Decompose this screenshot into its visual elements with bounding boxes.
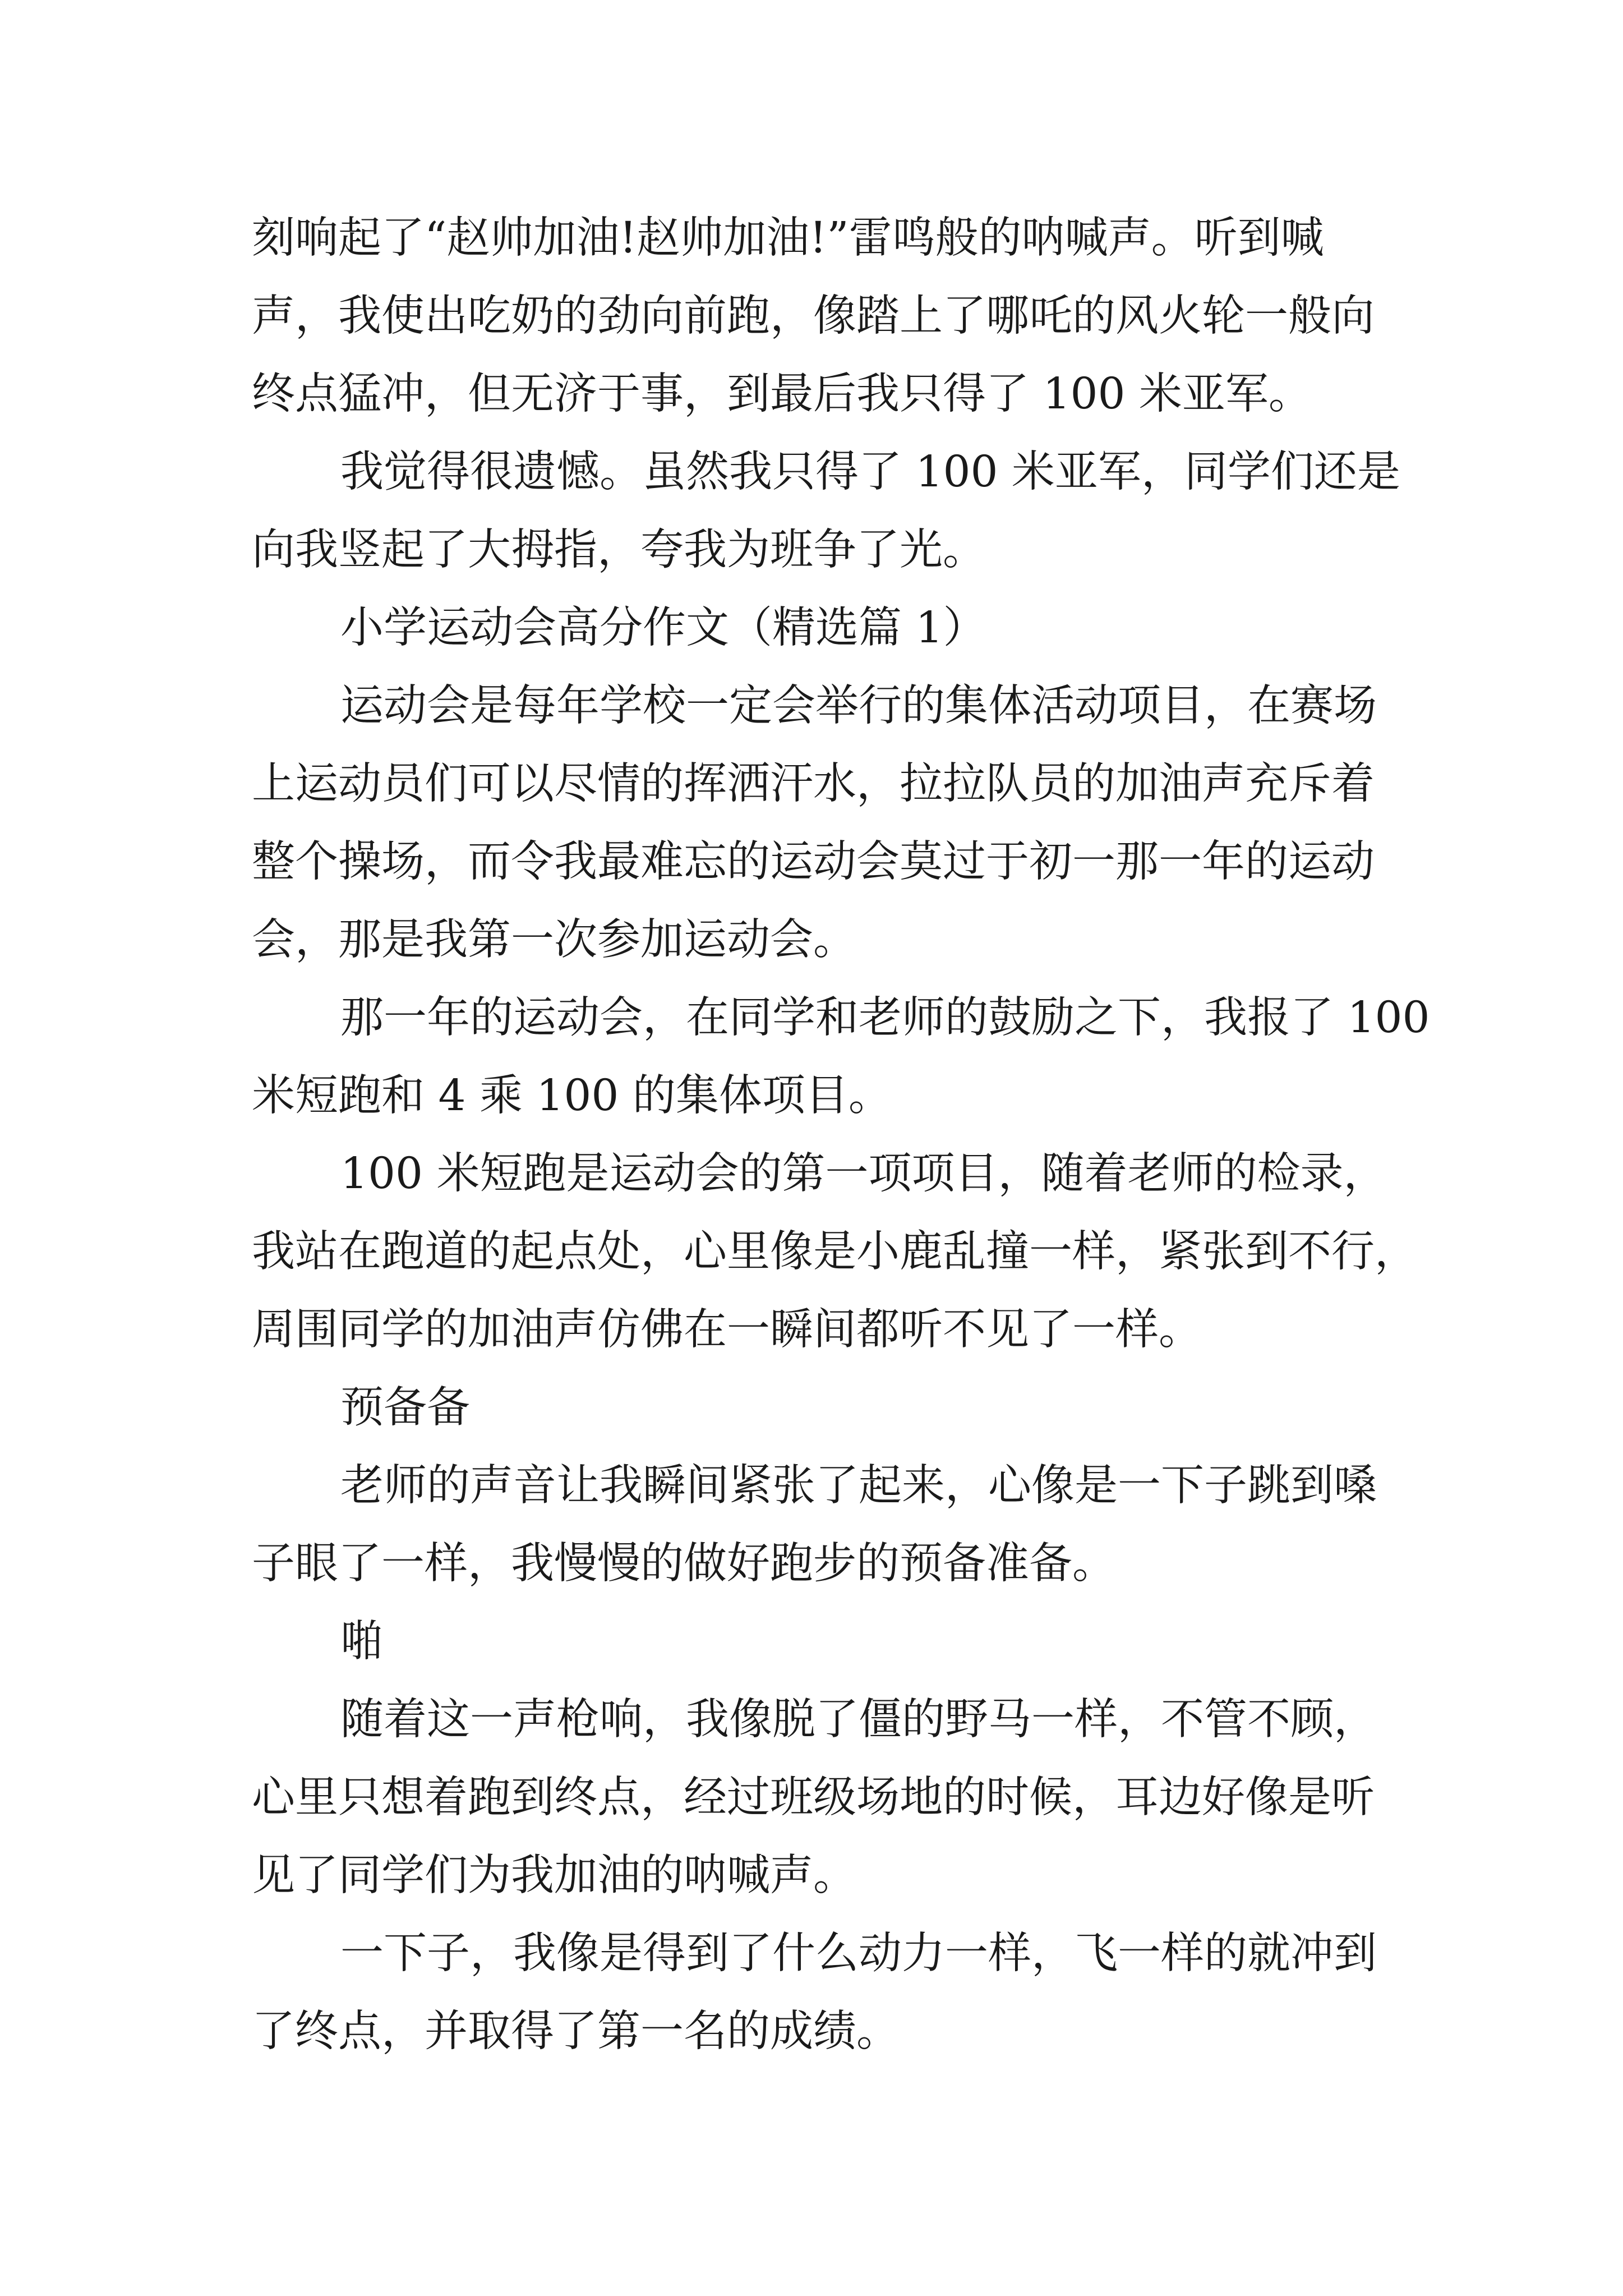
- text-line: 终点猛冲，但无济于事，到最后我只得了 100 米亚军。: [252, 369, 1312, 419]
- text-line: 预备备: [340, 1383, 470, 1433]
- text-line: 了终点，并取得了第一名的成绩。: [252, 2007, 900, 2056]
- text-line: 上运动员们可以尽情的挥洒汗水，拉拉队员的加油声充斥着: [252, 759, 1375, 809]
- text-line: 啪: [340, 1617, 384, 1667]
- text-line: 声，我使出吃奶的劲向前跑，像踏上了哪吒的风火轮一般向: [252, 291, 1375, 341]
- text-line: 会，那是我第一次参加运动会。: [252, 915, 856, 965]
- text-line: 周围同学的加油声仿佛在一瞬间都听不见了一样。: [252, 1305, 1202, 1355]
- paragraph: [252, 1915, 1390, 2070]
- paragraph: [252, 433, 1400, 589]
- text-line: 一下子，我像是得到了什么动力一样，飞一样的就冲到: [340, 1929, 1377, 1978]
- paragraph: [252, 1135, 1418, 1369]
- section-heading: [252, 589, 1390, 667]
- text-line: 米短跑和 4 乘 100 的集体项目。: [252, 1071, 892, 1121]
- text-line: 见了同学们为我加油的呐喊声。: [252, 1851, 856, 1901]
- paragraph: [252, 1681, 1390, 1915]
- paragraph: [252, 1603, 1390, 1681]
- heading-text: 小学运动会高分作文（精选篇 1）: [340, 603, 986, 653]
- text-line: 运动会是每年学校一定会举行的集体活动项目，在赛场: [340, 681, 1377, 731]
- text-line: 我觉得很遗憾。虽然我只得了 100 米亚军，同学们还是: [340, 447, 1400, 497]
- text-line: 我站在跑道的起点处，心里像是小鹿乱撞一样，紧张到不行，: [252, 1227, 1418, 1277]
- paragraph: [252, 199, 1390, 433]
- text-line: 100 米短跑是运动会的第一项项目，随着老师的检录，: [340, 1149, 1387, 1199]
- text-line: 刻响起了“赵帅加油!赵帅加油!”雷鸣般的呐喊声。听到喊: [252, 213, 1324, 263]
- text-line: 子眼了一样，我慢慢的做好跑步的预备准备。: [252, 1539, 1115, 1589]
- paragraph: [252, 979, 1430, 1135]
- paragraph: [252, 1447, 1390, 1603]
- text-line: 向我竖起了大拇指，夸我为班争了光。: [252, 525, 986, 575]
- text-line: 老师的声音让我瞬间紧张了起来，心像是一下子跳到嗓: [340, 1461, 1377, 1511]
- document-body: [252, 199, 1430, 2070]
- text-line: 心里只想着跑到终点，经过班级场地的时候，耳边好像是听: [252, 1773, 1375, 1823]
- paragraph: [252, 1369, 1390, 1447]
- text-line: 整个操场，而令我最难忘的运动会莫过于初一那一年的运动: [252, 837, 1375, 887]
- paragraph: [252, 667, 1390, 979]
- text-line: 随着这一声枪响，我像脱了僵的野马一样，不管不顾，: [340, 1695, 1377, 1745]
- text-line: 那一年的运动会，在同学和老师的鼓励之下，我报了 100: [340, 993, 1430, 1043]
